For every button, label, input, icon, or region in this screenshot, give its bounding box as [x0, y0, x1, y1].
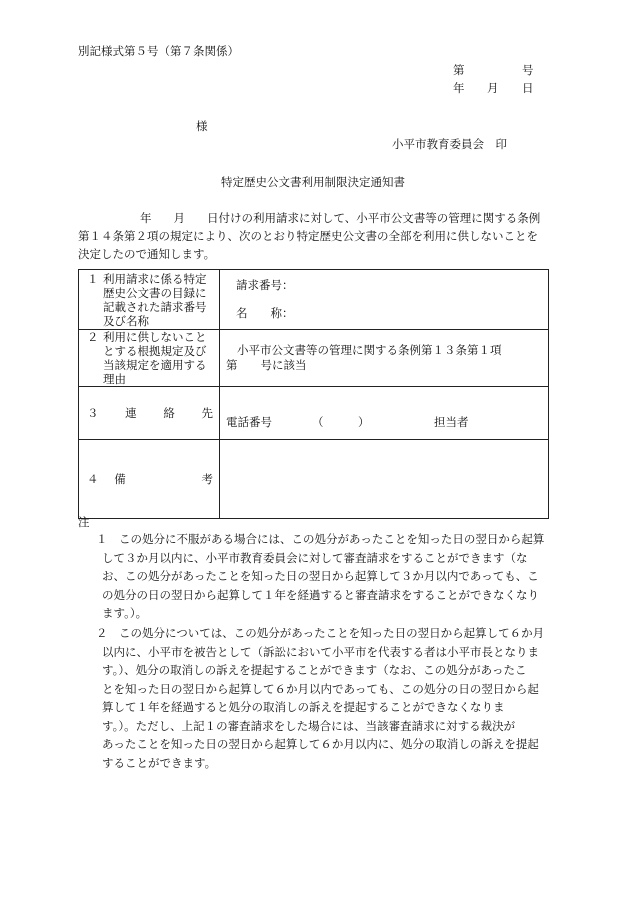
- addressee-suffix: 様: [196, 119, 208, 133]
- label-char: 絡: [163, 406, 175, 420]
- note-line: することができます。: [102, 755, 217, 770]
- value-contact: [220, 387, 549, 440]
- note-line: お、この処分があったことを知った日の翌日から起算して３か月以内であっても、こ: [102, 569, 539, 583]
- document-title: 特定歴史公文書利用制限決定通知書: [221, 175, 405, 189]
- table-row-remarks: [79, 440, 549, 519]
- row-number: ３: [87, 406, 99, 420]
- intro-line-2: 第１４条第２項の規定により、次のとおり特定歴史公文書の全部を利用に供しないことを: [78, 229, 538, 243]
- phone-area-code: （ ）: [312, 415, 370, 429]
- note-line: あったことを知った日の翌日から起算して６か月以内に、処分の取消しの訴えを提起: [102, 737, 539, 751]
- note-line: 算して１年を経過すると処分の取消しの訴えを提起することができなくなりま: [102, 700, 505, 714]
- label-char: 連: [125, 406, 137, 420]
- issuer-name: 小平市教育委員会 印: [392, 137, 507, 151]
- value-remarks: [220, 440, 549, 519]
- date-month-label: 月: [487, 81, 499, 95]
- note-line: す。）、処分の取消しの訴えを提起することができます（なお、この処分があったこ: [102, 663, 527, 677]
- table-row-request: [79, 270, 549, 330]
- label-char: 先: [201, 406, 213, 420]
- note-line: ます。）。: [102, 606, 148, 620]
- phone-label: 電話番号: [226, 415, 272, 429]
- note-line: とを知った日の翌日から起算して６か月以内であっても、この処分の日の翌日から起: [102, 681, 539, 696]
- intro-paragraph: [78, 209, 548, 263]
- note-line: す。）。ただし、上記１の審査請求をした場合には、当該審査請求に対する裁決が: [102, 718, 516, 733]
- notes-heading: 注: [78, 515, 90, 529]
- table-row-basis: [79, 330, 549, 387]
- label-char: 考: [201, 472, 213, 486]
- date-day-label: 日: [522, 81, 534, 95]
- row-number: ４: [87, 472, 99, 486]
- table-row-contact: [79, 387, 549, 440]
- note-line: ２ この処分については、この処分があったことを知った日の翌日から起算して６か月: [96, 626, 545, 640]
- note-2: [78, 624, 550, 772]
- note-1: [78, 530, 550, 623]
- document-number-suffix: 号: [522, 63, 534, 77]
- label-basis-item: [79, 330, 220, 387]
- person-in-charge-label: 担当者: [434, 415, 469, 429]
- label-request-item: [79, 270, 220, 330]
- row-label-text: 利用に供しないこととする根拠規定及び当該規定を適用する理由: [103, 330, 207, 386]
- intro-line-3: 決定したので通知します。: [78, 247, 216, 261]
- date-year-label: 年: [453, 81, 465, 95]
- value-request-item: [220, 270, 549, 330]
- request-name-label: 名 称：: [236, 306, 294, 320]
- value-basis-item: [220, 330, 549, 387]
- form-identifier: 別記様式第５号（第７条関係）: [78, 44, 239, 58]
- intro-line-1: 年 月 日付けの利用請求に対して、小平市公文書等の管理に関する条例: [140, 211, 541, 225]
- label-char: 備: [114, 472, 126, 486]
- note-line: 以内に、小平市を被告として（訴訟において小平市を代表する者は小平市長となりま: [102, 644, 539, 659]
- request-number-label: 請求番号：: [236, 278, 294, 292]
- row-number: １: [87, 271, 99, 286]
- basis-line-2: 第 号に該当: [226, 358, 307, 372]
- label-contact: [79, 387, 220, 440]
- row-label-text: 利用請求に係る特定歴史公文書の目録に記載された請求番号及び名称: [103, 271, 207, 328]
- note-line: の処分の日の翌日から起算して１年を経過すると審査請求をすることができなくなり: [102, 587, 539, 602]
- row-number: ２: [87, 330, 99, 344]
- document-number-prefix: 第: [453, 63, 465, 77]
- basis-line-1: 小平市公文書等の管理に関する条例第１３条第１項: [237, 343, 502, 357]
- label-remarks: [79, 440, 220, 519]
- notice-form-table: [78, 269, 549, 519]
- note-line: して３か月以内に、小平市教育委員会に対して審査請求をすることができます（な: [102, 550, 528, 565]
- note-line: １ この処分に不服がある場合には、この処分があったことを知った日の翌日から起算: [96, 532, 545, 546]
